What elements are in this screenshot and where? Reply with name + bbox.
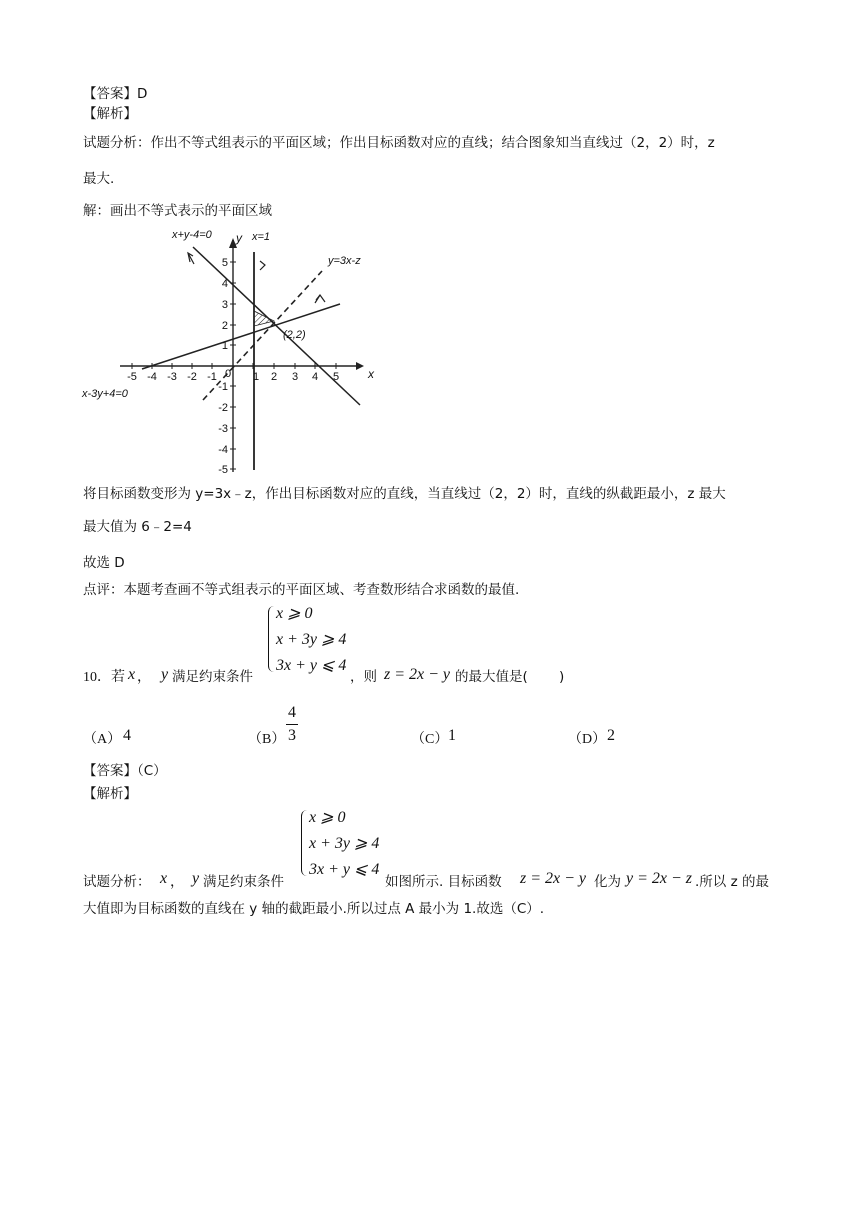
x-tick: -1 (207, 371, 217, 383)
y-tick: 5 (221, 257, 228, 269)
q10-system-brace (268, 606, 275, 672)
q10-var-x: x (128, 666, 136, 683)
prev-choose: 故选 D (83, 555, 125, 571)
y-tick: 4 (221, 278, 228, 290)
q10-option-d-label: （D） (568, 732, 607, 747)
y-tick: -3 (218, 423, 228, 435)
prev-analysis-line2: 最大. (83, 171, 115, 187)
q10-analysis-objective: z = 2x − y (520, 870, 587, 887)
q10-analysis-sys-line2: x + 3y ⩾ 4 (309, 835, 380, 852)
y-tick: 1 (221, 340, 228, 352)
q10-ask: 的最大值是( ) (455, 669, 565, 685)
x-axis-arrow (356, 362, 364, 370)
x-tick: -2 (187, 371, 197, 383)
x-tick: -5 (127, 371, 137, 383)
y-tick: -2 (218, 402, 228, 414)
prev-analysis-line1: 试题分析：作出不等式组表示的平面区域；作出目标函数对应的直线；结合图象知当直线过（2，2）时，z (83, 135, 715, 151)
label-line1: x+y-4=0 (172, 229, 212, 241)
q10-analysis-y: y (192, 870, 200, 887)
x-tick: 5 (332, 371, 340, 383)
q10-analysis-prefix: 试题分析： (83, 874, 151, 890)
q10-then: ，则 (350, 669, 377, 685)
x-tick: 3 (291, 371, 299, 383)
x-tick: 0 (224, 368, 232, 380)
fraction-bar (286, 724, 298, 725)
q10-objective: z = 2x − y (384, 666, 451, 683)
label-line2: x=1 (252, 231, 271, 243)
label-line4: x-3y+4=0 (82, 388, 128, 400)
q10-analysis-line2: 大值即为目标函数的直线在 y 轴的截距最小.所以过点 A 最小为 1.故选（C）. (83, 901, 545, 917)
q10-number: 10．若 (83, 670, 125, 685)
q10-option-a-label: （A） (83, 732, 122, 747)
q10-option-c-value: 1 (448, 727, 456, 744)
prev-analysis-label: 【解析】 (83, 106, 137, 122)
prev-transform-line1: 将目标函数变形为 y=3x﹣z，作出目标函数对应的直线，当直线过（2，2）时，直线的纵截距最小，z 最大 (83, 486, 726, 502)
q10-analysis-tail: .所以 z 的最 (695, 874, 769, 890)
fraction-denominator: 3 (288, 727, 296, 744)
y-tick: -4 (218, 444, 228, 456)
q10-condition-text: 满足约束条件 (172, 669, 253, 685)
prev-comment: 点评：本题考查画不等式组表示的平面区域、考查数形结合求函数的最值. (83, 582, 520, 598)
q10-analysis-label: 【解析】 (83, 786, 137, 802)
fraction-numerator: 4 (288, 704, 296, 721)
label-x-axis: x (368, 367, 374, 381)
q10-option-b-fraction (285, 705, 299, 744)
y-tick: 3 (221, 299, 228, 311)
q10-var-y: y (161, 666, 169, 683)
q10-analysis-sep: ， (170, 875, 184, 890)
q10-analysis-after-sys: 如图所示. 目标函数 (385, 874, 502, 890)
label-y-axis: y (236, 231, 242, 245)
label-point: (2,2) (283, 329, 306, 341)
q10-sys-line3: 3x + y ⩽ 4 (276, 657, 347, 674)
label-line3: y=3x-z (328, 255, 361, 267)
q10-option-d-value: 2 (607, 727, 615, 744)
prev-solution-intro: 解：画出不等式表示的平面区域 (83, 203, 272, 219)
x-tick: -3 (167, 371, 177, 383)
q10-sys-line2: x + 3y ⩾ 4 (276, 631, 347, 648)
q10-answer: 【答案】（C） (83, 763, 167, 779)
q10-sys-line1: x ⩾ 0 (276, 605, 313, 622)
q10-option-a-value: 4 (123, 727, 131, 744)
x-tick: 2 (270, 371, 278, 383)
y-tick: 2 (221, 320, 228, 332)
x-tick: -4 (147, 371, 157, 383)
q10-analysis-sys-line1: x ⩾ 0 (309, 809, 346, 826)
q10-analysis-to: 化为 (594, 874, 621, 890)
q10-option-b-label: （B） (248, 732, 286, 747)
feasible-region-graph (80, 225, 390, 475)
q10-option-c-label: （C） (411, 732, 449, 747)
arrow-line2 (260, 261, 265, 270)
prev-transform-line2: 最大值为 6﹣2=4 (83, 519, 192, 535)
prev-answer: 【答案】D (83, 86, 148, 102)
q10-analysis-mid: 满足约束条件 (203, 874, 284, 890)
q10-analysis-x: x (160, 870, 168, 887)
q10-analysis-brace (301, 810, 308, 876)
q10-analysis-sys-line3: 3x + y ⩽ 4 (309, 861, 380, 878)
q10-analysis-transformed: y = 2x − z (626, 870, 693, 887)
y-tick: -5 (218, 464, 228, 475)
q10-sep: ， (137, 670, 151, 685)
x-tick: 4 (311, 371, 319, 383)
x-tick: 1 (252, 371, 260, 383)
y-tick: -1 (218, 381, 228, 393)
